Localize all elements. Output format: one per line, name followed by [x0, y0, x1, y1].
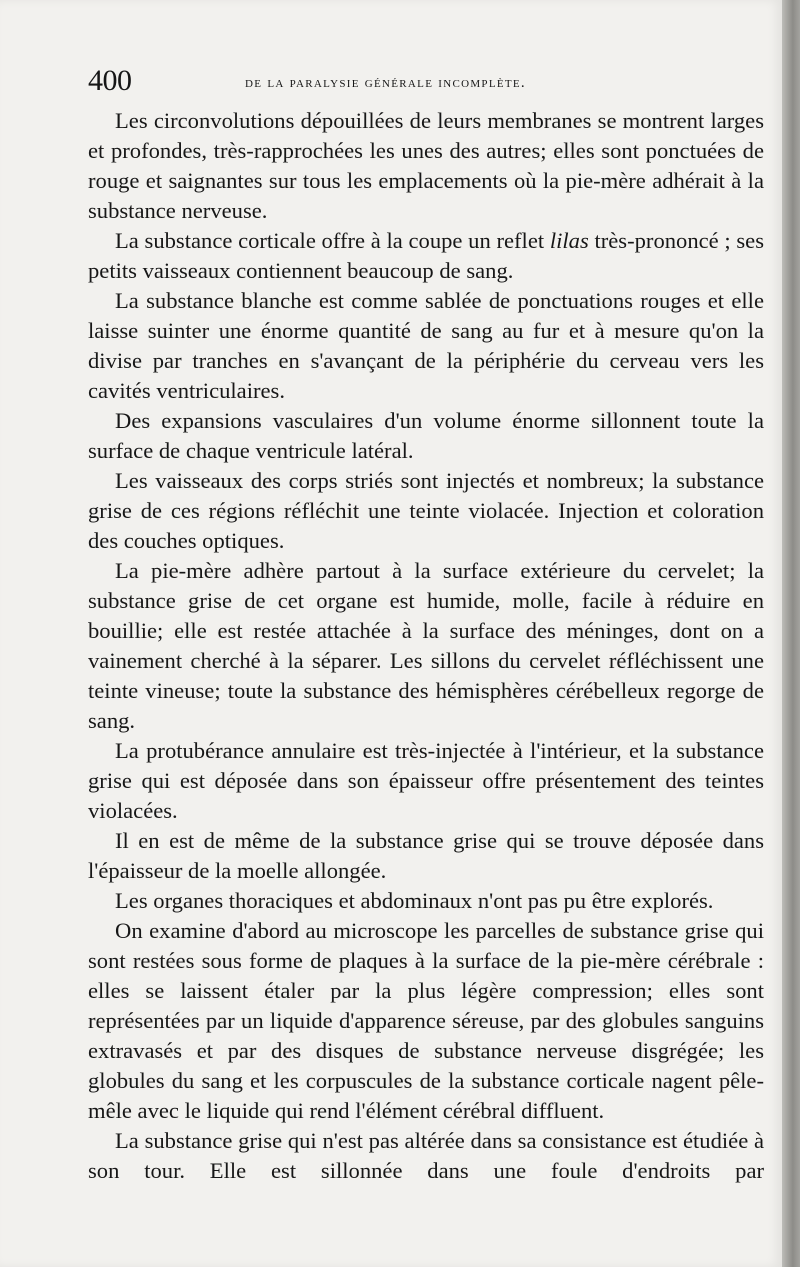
- paragraph-text: La substance corticale offre à la coupe un reflet: [115, 228, 550, 253]
- paragraph: La pie-mère adhère partout à la surface extérieure du cervelet; la substance grise de cet organe est humide, molle, facile à réduire en bouillie; elle est restée attachée à la surface des méninges, dont on a vainement cherché à la séparer. Les sillons du cervelet réfléchissent une teinte vineuse; toute la substance des hémisphères cérébelleux regorge de sang.: [88, 558, 764, 733]
- paragraph: Il en est de même de la substance grise qui se trouve déposée dans l'épaisseur de la moelle allongée.: [88, 828, 764, 883]
- paragraph: Les circonvolutions dépouillées de leurs membranes se montrent larges et profondes, très-rapprochées les unes des autres; elles sont ponctuées de rouge et saignantes sur tous les emplacements où la pie-mère adhérait à la substance nerveuse.: [88, 108, 764, 223]
- paragraph-text: très-prononcé ; ses petits vaisseaux contiennent beaucoup de sang.: [88, 228, 764, 283]
- page-number: 400: [88, 64, 132, 97]
- body-text: [88, 106, 764, 1186]
- paragraph: La substance grise qui n'est pas altérée dans sa consistance est étudiée à son tour. Elle est sillonnée dans une foule d'endroits par: [88, 1128, 764, 1183]
- italic-word: lilas: [549, 228, 589, 253]
- paragraph: [88, 226, 764, 286]
- page-header: [88, 64, 768, 98]
- running-title: de la paralysie générale incomplète.: [245, 75, 526, 91]
- paragraph: Les organes thoraciques et abdominaux n'ont pas pu être explorés.: [115, 888, 714, 913]
- paragraph: Des expansions vasculaires d'un volume énorme sillonnent toute la surface de chaque ventricule latéral.: [88, 408, 764, 463]
- paragraph: On examine d'abord au microscope les parcelles de substance grise qui sont restées sous forme de plaques à la surface de la pie-mère cérébrale : elles se laissent étaler par la plus légère compression; elles sont représentées par un liquide d'apparence séreuse, par des globules sanguins extravasés et par des disques de substance nerveuse disgrégée; les globules du sang et les corpuscules de la substance corticale nagent pêle-mêle avec le liquide qui rend l'élément cérébral diffluent.: [88, 918, 764, 1123]
- paragraph: La protubérance annulaire est très-injectée à l'intérieur, et la substance grise qui est déposée dans son épaisseur offre présentement des teintes violacées.: [88, 738, 764, 823]
- page-edge: [782, 0, 800, 1267]
- paragraph: Les vaisseaux des corps striés sont injectés et nombreux; la substance grise de ces régions réfléchit une teinte violacée. Injection et coloration des couches optiques.: [88, 468, 764, 553]
- paragraph: La substance blanche est comme sablée de ponctuations rouges et elle laisse suinter une énorme quantité de sang au fur et à mesure qu'on la divise par tranches en s'avançant de la périphérie du cerveau vers les cavités ventriculaires.: [88, 288, 764, 403]
